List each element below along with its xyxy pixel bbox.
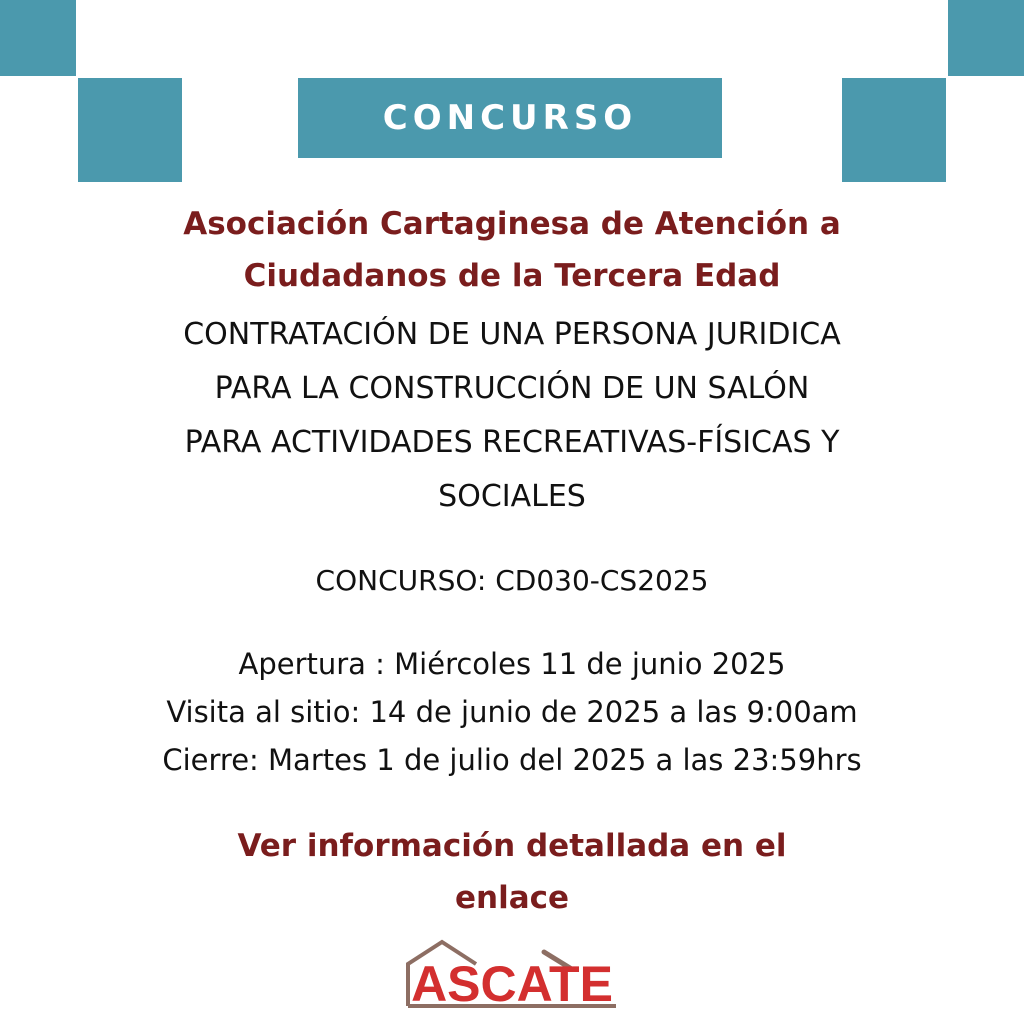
link-note-line-2: enlace bbox=[454, 880, 570, 916]
organization-name-line-1: Asociación Cartaginesa de Atención a bbox=[183, 206, 841, 242]
opening-date: Apertura : Miércoles 11 de junio 2025 bbox=[238, 647, 786, 681]
link-note-line-1: Ver información detallada en el bbox=[237, 828, 787, 864]
organization-name-line-2: Ciudadanos de la Tercera Edad bbox=[243, 258, 781, 294]
decorative-square-top-right-inner bbox=[842, 78, 946, 182]
subject-line-2: PARA LA CONSTRUCCIÓN DE UN SALÓN bbox=[214, 371, 810, 406]
ascate-logo bbox=[402, 938, 622, 1010]
contest-code: CONCURSO: CD030-CS2025 bbox=[315, 564, 709, 597]
organization-name bbox=[62, 198, 962, 302]
schedule-dates bbox=[12, 640, 1012, 784]
decorative-square-top-right bbox=[948, 0, 1024, 76]
subject-line-3: PARA ACTIVIDADES RECREATIVAS-FÍSICAS Y bbox=[184, 425, 840, 460]
subject-line-1: CONTRATACIÓN DE UNA PERSONA JURIDICA bbox=[183, 317, 841, 352]
concurso-banner bbox=[298, 78, 722, 158]
decorative-square-top-left bbox=[0, 0, 76, 76]
contract-subject bbox=[12, 308, 1012, 524]
closing-date: Cierre: Martes 1 de julio del 2025 a las 23:59hrs bbox=[162, 743, 862, 777]
house-roof-logo-icon bbox=[402, 938, 622, 1010]
details-link-note bbox=[112, 820, 912, 924]
site-visit-date: Visita al sitio: 14 de junio de 2025 a las 9:00am bbox=[166, 695, 858, 729]
subject-line-4: SOCIALES bbox=[438, 479, 586, 514]
decorative-square-top-left-inner bbox=[78, 78, 182, 182]
logo-text: ASCATE bbox=[411, 956, 613, 1010]
banner-title: CONCURSO bbox=[382, 98, 638, 138]
